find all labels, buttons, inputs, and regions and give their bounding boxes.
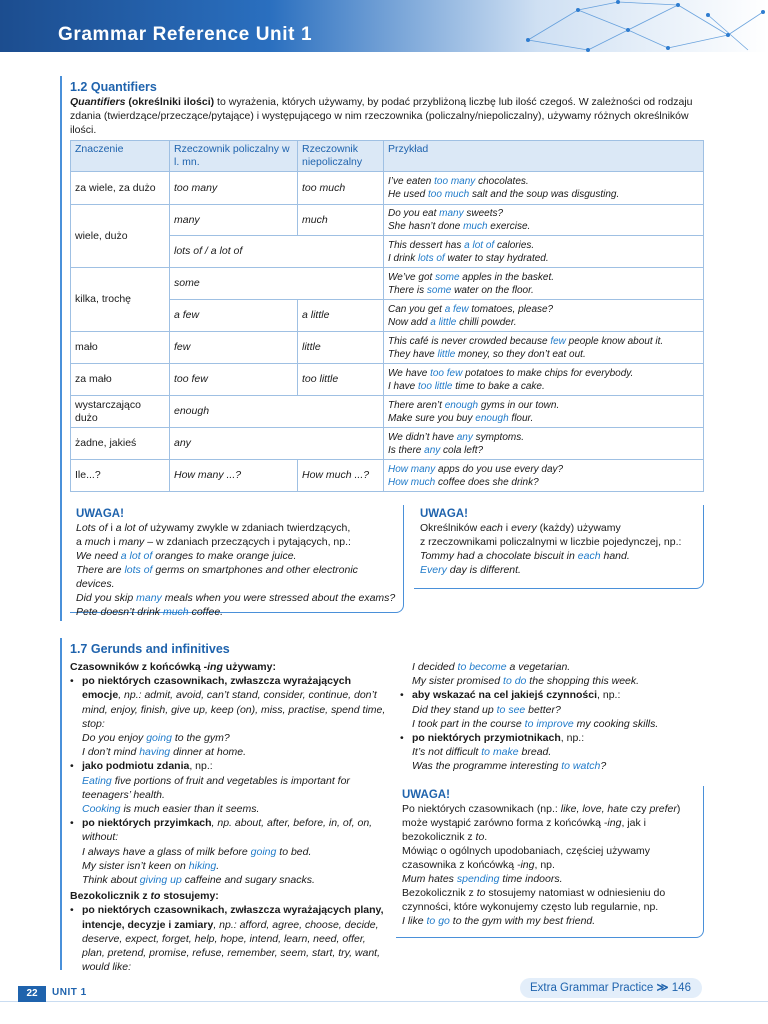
table-row <box>71 396 704 428</box>
section-title: 1.2 Quantifiers <box>70 80 157 94</box>
uncountable-cell: little <box>298 332 384 364</box>
example-cell: This café is never crowded because few people know about it. They have little money, so they don’t eat out. <box>384 332 704 364</box>
note-example: Tommy had a chocolate biscuit in each hand. <box>420 550 630 562</box>
rule-example: My sister isn’t keen on hiking. <box>82 859 220 872</box>
meaning-cell: wystarczająco dużo <box>71 396 170 428</box>
page-number: 22 <box>18 986 46 1002</box>
rule-example: My sister promised to do the shopping this week. <box>412 675 640 688</box>
rule-example: Think about giving up caffeine and sugary snacks. <box>82 874 315 887</box>
note-text: Bezokolicznik z to stosujemy natomiast w odniesieniu do czynności, które wykonujemy często lub regularnie, np. <box>402 887 666 913</box>
meaning-cell: Ile...? <box>71 460 170 492</box>
note-box-like-love-hate <box>396 786 704 938</box>
uncountable-cell: much <box>298 205 384 236</box>
table-row <box>71 205 704 236</box>
table-row <box>71 332 704 364</box>
example-cell: We have too few potatoes to make chips for everybody. I have too little time to bake a cake. <box>384 364 704 396</box>
quantifiers-table <box>70 140 704 492</box>
note-example: Every day is different. <box>420 564 521 576</box>
section-title: 1.7 Gerunds and infinitives <box>70 642 230 656</box>
network-decoration-icon <box>508 0 768 52</box>
countable-uncountable-cell: lots of / a lot of <box>170 236 384 268</box>
countable-cell: too few <box>170 364 298 396</box>
rule-example: Was the programme interesting to watch? <box>412 760 607 773</box>
example-cell: I’ve eaten too many chocolates. He used too much salt and the soup was disgusting. <box>384 172 704 205</box>
countable-uncountable-cell: any <box>170 428 384 460</box>
countable-cell: many <box>170 205 298 236</box>
table-row <box>71 428 704 460</box>
table-row <box>71 172 704 205</box>
uncountable-cell: How much ...? <box>298 460 384 492</box>
note-title: UWAGA! <box>76 508 124 520</box>
countable-cell: too many <box>170 172 298 205</box>
countable-uncountable-cell: some <box>170 268 384 300</box>
note-text: Mówiąc o ogólnych upodobaniach, częściej używamy czasownika z końcówką -ing, np. <box>402 845 651 871</box>
infinitive-column <box>400 660 700 774</box>
section-intro: Quantifiers (określniki ilości) to wyrażenia, których używamy, by podać przybliżoną liczbę lub ilość czegoś. W zależności od rodzaju zdania (twierdzące/przeczące/pytające) i występującego w nim rzeczownika (policzalny/niepoliczalny), używamy różnych określników ilości. <box>70 96 693 136</box>
rule-example: I took part in the course to improve my cooking skills. <box>412 717 659 730</box>
table-row <box>71 460 704 492</box>
meaning-cell: kilka, trochę <box>71 268 170 332</box>
rule-lead: Bezokolicznik z to stosujemy: <box>70 890 219 903</box>
rule-example: Did they stand up to see better? <box>412 703 561 716</box>
countable-cell: few <box>170 332 298 364</box>
rule-lead: Czasowników z końcówką -ing używamy: <box>70 661 276 673</box>
note-text: z rzeczownikami policzalnymi w liczbie pojedynczej, np.: <box>420 536 682 548</box>
table-row <box>71 364 704 396</box>
meaning-cell: żadne, jakieś <box>71 428 170 460</box>
meaning-cell: za mało <box>71 364 170 396</box>
extra-practice-link[interactable]: Extra Grammar Practice ≫ 146 <box>520 978 702 998</box>
rule-example: I always have a glass of milk before going to bed. <box>82 845 312 858</box>
uncountable-cell: a little <box>298 300 384 332</box>
note-title: UWAGA! <box>402 789 450 801</box>
footer-divider <box>0 1001 768 1002</box>
countable-cell: a few <box>170 300 298 332</box>
note-example: We need a lot of oranges to make orange juice. <box>76 550 297 562</box>
note-text: a much i many – w zdaniach przeczących i pytających, np.: <box>76 536 351 548</box>
table-header-row <box>71 141 704 172</box>
meaning-cell: wiele, dużo <box>71 205 170 268</box>
rule-bullet: • po niektórych przymiotnikach, np.: <box>400 732 585 745</box>
rule-example: It’s not difficult to make bread. <box>412 746 552 759</box>
example-cell: Do you eat many sweets? She hasn’t done much exercise. <box>384 205 704 236</box>
rule-example: I don’t mind having dinner at home. <box>82 746 247 759</box>
note-text: Po niektórych czasownikach (np.: like, love, hate czy prefer) może wystąpić zarówno forma z końcówką -ing, jak i bezokolicznik z to. <box>402 803 681 843</box>
rule-example: Do you enjoy going to the gym? <box>82 732 230 745</box>
note-box-each-every <box>414 505 704 589</box>
table-header: Przykład <box>384 141 704 172</box>
page-header <box>0 0 768 52</box>
example-cell: We didn’t have any symptoms. Is there any cola left? <box>384 428 704 460</box>
table-header: Znaczenie <box>71 141 170 172</box>
example-cell: We’ve got some apples in the basket. There is some water on the floor. <box>384 268 704 300</box>
note-text: Określników each i every (każdy) używamy <box>420 522 621 534</box>
rule-example: I decided to become a vegetarian. <box>412 661 571 673</box>
rule-bullet: • po niektórych przyimkach, np. about, after, before, in, of, on, without: <box>70 817 373 844</box>
note-example: There are lots of germs on smartphones and other electronic devices. <box>76 564 358 590</box>
uncountable-cell: too little <box>298 364 384 396</box>
rule-bullet: • po niektórych czasownikach, zwłaszcza wyrażających plany, intencje, decyzje i zamiary, np.: afford, agree, choose, decide, deserve, expect, forget, help, hope, intend, learn, need, offer, plan, pretend, promise, refuse, remember, seem, start, try, want, would like: <box>70 904 384 974</box>
note-title: UWAGA! <box>420 508 468 520</box>
example-cell: How many apps do you use every day? How much coffee does she drink? <box>384 460 704 492</box>
page-title: Grammar Reference Unit 1 <box>58 24 313 45</box>
rule-bullet: • aby wskazać na cel jakiejś czynności, np.: <box>400 689 621 702</box>
footer-unit-label: UNIT 1 <box>52 987 87 998</box>
note-box-lots-of <box>70 505 404 618</box>
table-row <box>71 268 704 300</box>
table-header: Rzeczownik niepoliczalny <box>298 141 384 172</box>
countable-uncountable-cell: enough <box>170 396 384 428</box>
note-text: Lots of i a lot of używamy zwykle w zdaniach twierdzących, <box>76 522 351 534</box>
example-cell: There aren’t enough gyms in our town. Make sure you buy enough flour. <box>384 396 704 428</box>
double-chevron-icon: ≫ <box>656 982 669 994</box>
meaning-cell: za wiele, za dużo <box>71 172 170 205</box>
example-cell: Can you get a few tomatoes, please? Now add a little chilli powder. <box>384 300 704 332</box>
table-header: Rzeczownik policzalny w l. mn. <box>170 141 298 172</box>
note-example: Pete doesn’t drink much coffee. <box>76 606 224 618</box>
countable-cell: How many ...? <box>170 460 298 492</box>
rule-bullet: • po niektórych czasownikach, zwłaszcza wyrażających emocje, np.: admit, avoid, can’t stand, consider, continue, don’t mind, enjoy, finish, give up, keep (on), miss, practise, spend time, stop: <box>70 675 386 730</box>
rule-bullet: • jako podmiotu zdania, np.: <box>70 760 213 773</box>
note-example: Did you skip many meals when you were stressed about the exams? <box>76 592 396 604</box>
meaning-cell: mało <box>71 332 170 364</box>
rule-example: Eating five portions of fruit and vegetables is important for teenagers’ health. <box>82 774 350 801</box>
example-cell: This dessert has a lot of calories. I drink lots of water to stay hydrated. <box>384 236 704 268</box>
rule-example: Cooking is much easier than it seems. <box>82 803 260 816</box>
gerund-column <box>70 660 390 974</box>
uncountable-cell: too much <box>298 172 384 205</box>
note-example: I like to go to the gym with my best friend. <box>402 915 596 927</box>
note-example: Mum hates spending time indoors. <box>402 873 563 885</box>
